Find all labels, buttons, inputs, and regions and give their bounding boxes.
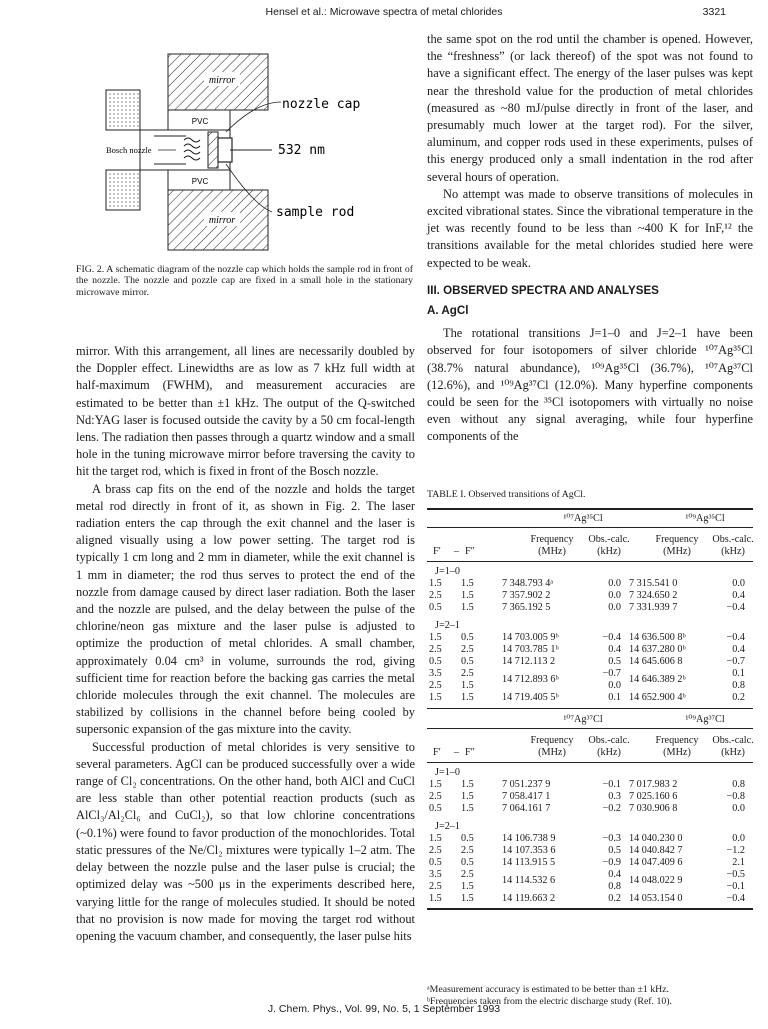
table-cell-obs-calc: 0.0 bbox=[608, 578, 621, 589]
table-cell-obs-calc: 0.0 bbox=[608, 590, 621, 601]
table-cell-f-lower: 1.5 bbox=[461, 779, 474, 790]
table-cell-obs-calc: −0.7 bbox=[726, 656, 745, 667]
section-heading: III. OBSERVED SPECTRA AND ANALYSES bbox=[427, 283, 659, 297]
table-cell-obs-calc: 0.2 bbox=[608, 893, 621, 904]
table-cell-obs-calc: 0.8 bbox=[732, 779, 745, 790]
table-cell-frequency: 14 114.532 6 bbox=[502, 875, 556, 886]
table-cell-f-upper: 0.5 bbox=[429, 803, 442, 814]
table-cell-frequency: 14 703.005 9ᵇ bbox=[502, 632, 559, 643]
isotopomer-header: ¹⁰⁷Ag³⁷Cl bbox=[563, 714, 603, 725]
table-cell-f-upper: 1.5 bbox=[429, 893, 442, 904]
column-header-f-lower: F″ bbox=[465, 546, 475, 557]
isotopomer-header: ¹⁰⁷Ag³⁵Cl bbox=[563, 513, 603, 524]
table-cell-frequency: 14 119.663 2 bbox=[502, 893, 556, 904]
table-cell-f-lower: 1.5 bbox=[461, 791, 474, 802]
table-cell-frequency: 7 365.192 5 bbox=[502, 602, 551, 613]
table-cell-frequency: 7 051.237 9 bbox=[502, 779, 551, 790]
table-cell-obs-calc: 0.8 bbox=[608, 881, 621, 892]
table-cell-f-upper: 1.5 bbox=[429, 833, 442, 844]
table-cell-frequency: 14 712.113 2 bbox=[502, 656, 556, 667]
table-cell-frequency: 14 645.606 8 bbox=[629, 656, 683, 667]
table-rule bbox=[427, 561, 753, 562]
column-header-unit: (kHz) bbox=[721, 546, 745, 557]
table-cell-f-upper: 2.5 bbox=[429, 845, 442, 856]
column-header-dash: – bbox=[454, 747, 460, 758]
label-mirror-top: mirror bbox=[208, 75, 236, 86]
paragraph: No attempt was made to observe transitions of molecules in excited vibrational states. Since the vibrational temperature in the jet was recently found to be less than ~400 K for InF,¹² the transitions available for the metal chlorides studied here were expected to be weak. bbox=[427, 186, 753, 270]
table-cell-f-upper: 2.5 bbox=[429, 881, 442, 892]
transition-group-label: J=1–0 bbox=[435, 767, 460, 778]
table-cell-frequency: 7 030.906 8 bbox=[629, 803, 678, 814]
table-cell-f-upper: 1.5 bbox=[429, 692, 442, 703]
nozzle-cap-part bbox=[208, 132, 218, 168]
table-cell-obs-calc: 0.0 bbox=[608, 680, 621, 691]
sample-rod-part bbox=[218, 138, 232, 162]
column-header-unit: (MHz) bbox=[663, 747, 691, 758]
column-header-f-upper: F′ bbox=[433, 747, 441, 758]
column-header-unit: (kHz) bbox=[597, 546, 621, 557]
paragraph: The rotational transitions J=1–0 and J=2–1 have been observed for four isotopomers of silver chloride ¹⁰⁷Ag³⁵Cl (38.7% natural abundance), ¹⁰⁹Ag³⁵Cl (36.7%), ¹⁰⁷Ag³⁷Cl (12.6%), and ¹⁰⁹Ag³⁷Cl (12.0%). Many hyperfine components could be seen for the ³⁵Cl isotopomers with virtually no noise even without any signal averaging, while four hyperfine components of the bbox=[427, 326, 753, 444]
table-cell-obs-calc: −0.4 bbox=[726, 893, 745, 904]
journal-footer: J. Chem. Phys., Vol. 99, No. 5, 1 September 1993 bbox=[267, 1003, 501, 1015]
table-cell-f-upper: 3.5 bbox=[429, 668, 442, 679]
table-cell-f-lower: 0.5 bbox=[461, 656, 474, 667]
table-cell-frequency: 14 712.893 6ᵇ bbox=[502, 674, 559, 685]
isotopomer-header: ¹⁰⁹Ag³⁷Cl bbox=[685, 714, 725, 725]
transition-group-label: J=1–0 bbox=[435, 566, 460, 577]
column-header: Frequency bbox=[530, 735, 574, 746]
table-cell-obs-calc: −0.8 bbox=[726, 791, 745, 802]
table-cell-f-lower: 2.5 bbox=[461, 644, 474, 655]
table-cell-frequency: 7 058.417 1 bbox=[502, 791, 551, 802]
column-header-f-lower: F″ bbox=[465, 747, 475, 758]
transition-group-label: J=2–1 bbox=[435, 620, 460, 631]
table-cell-obs-calc: 0.8 bbox=[732, 680, 745, 691]
table-cell-obs-calc: 0.4 bbox=[732, 590, 745, 601]
table-cell-frequency: 14 719.405 5ᵇ bbox=[502, 692, 559, 703]
column-header: Frequency bbox=[655, 735, 699, 746]
table-cell-f-lower: 1.5 bbox=[461, 692, 474, 703]
table-cell-obs-calc: 0.2 bbox=[732, 692, 745, 703]
table-cell-obs-calc: −0.4 bbox=[602, 632, 621, 643]
paragraph: Successful production of metal chlorides is very sensitive to several parameters. AgCl can be produced successfully over a wide range of Cl₂ concentrations. On the other hand, both AlCl and CuCl are less stable than other potential reaction products (such as AlCl₃/Al₂Cl₆ and CuCl₂), so that low chlorine concentrations (~0.1%) were found to favor production of the monochlorides. Total static pressures of the Ne/Cl₂ mixtures were typically 1–2 atm. The delay between the nozzle pulse and the laser pulse is crucial; the optimized delay was ~500 μs in the experiments described here, varying little for the range of molecules studied. It should be noted that no provision is now made for moving the target rod without opening the vacuum chamber, and consequently, the laser pulse hits bbox=[76, 739, 415, 943]
table-cell-obs-calc: 0.0 bbox=[608, 602, 621, 613]
column-header: Obs.-calc. bbox=[588, 735, 630, 746]
column-header: Obs.-calc. bbox=[588, 534, 630, 545]
column-header-unit: (kHz) bbox=[597, 747, 621, 758]
table-cell-frequency: 14 048.022 9 bbox=[629, 875, 683, 886]
table-cell-frequency: 14 047.409 6 bbox=[629, 857, 683, 868]
table-cell-obs-calc: 0.4 bbox=[732, 644, 745, 655]
page-number: 3321 bbox=[702, 6, 726, 18]
table-cell-frequency: 7 017.983 2 bbox=[629, 779, 678, 790]
table-cell-frequency: 7 064.161 7 bbox=[502, 803, 551, 814]
label-pvc-top: PVC bbox=[191, 117, 209, 126]
table-cell-frequency: 14 053.154 0 bbox=[629, 893, 683, 904]
table-cell-f-upper: 1.5 bbox=[429, 578, 442, 589]
table-cell-f-lower: 1.5 bbox=[461, 680, 474, 691]
table-cell-obs-calc: 0.1 bbox=[732, 668, 745, 679]
left-column bbox=[76, 343, 415, 945]
subsection-heading: A. AgCl bbox=[427, 304, 469, 318]
table-cell-f-upper: 2.5 bbox=[429, 680, 442, 691]
label-nozzle-cap: nozzle cap bbox=[282, 97, 361, 112]
footnote-b: ᵇFrequencies taken from the electric discharge study (Ref. 10). bbox=[427, 996, 672, 1007]
table-cell-obs-calc: −0.2 bbox=[602, 803, 621, 814]
table-cell-f-lower: 0.5 bbox=[461, 632, 474, 643]
table-caption: TABLE I. Observed transitions of AgCl. bbox=[427, 489, 586, 500]
table-cell-obs-calc: −0.9 bbox=[602, 857, 621, 868]
table-cell-obs-calc: −0.4 bbox=[726, 632, 745, 643]
table-cell-frequency: 7 315.541 0 bbox=[629, 578, 678, 589]
column-header: Frequency bbox=[530, 534, 574, 545]
table-cell-frequency: 14 637.280 0ᵇ bbox=[629, 644, 686, 655]
table-cell-f-upper: 2.5 bbox=[429, 590, 442, 601]
table-cell-frequency: 7 348.793 4ᵃ bbox=[502, 578, 554, 589]
table-cell-f-upper: 2.5 bbox=[429, 644, 442, 655]
table-cell-obs-calc: 0.4 bbox=[608, 644, 621, 655]
dotted-block-bottom bbox=[106, 170, 140, 210]
table-cell-obs-calc: −0.7 bbox=[602, 668, 621, 679]
table-cell-obs-calc: −0.3 bbox=[602, 833, 621, 844]
label-mirror-bottom: mirror bbox=[208, 215, 236, 226]
table-rule bbox=[427, 762, 753, 763]
column-header: Obs.-calc. bbox=[712, 534, 754, 545]
table-rule bbox=[427, 908, 753, 910]
table-cell-frequency: 7 324.650 2 bbox=[629, 590, 678, 601]
table-cell-obs-calc: −0.1 bbox=[602, 779, 621, 790]
table-cell-frequency: 14 040.842 7 bbox=[629, 845, 683, 856]
table-cell-f-lower: 1.5 bbox=[461, 602, 474, 613]
table-cell-frequency: 14 703.785 1ᵇ bbox=[502, 644, 559, 655]
label-sample-rod: sample rod bbox=[276, 205, 355, 220]
table-cell-frequency: 7 025.160 6 bbox=[629, 791, 678, 802]
table-cell-f-lower: 0.5 bbox=[461, 857, 474, 868]
paragraph: mirror. With this arrangement, all lines are necessarily doubled by the Doppler effect. Linewidths are as low as 7 kHz full width at half-maximum (FWHM), and measurement accuracies are estimated to be better than ±1 kHz. The output of the Q-switched Nd:YAG laser is focused outside the cavity by a 50 cm focal-length lens. The radiation then passes through a quartz window and a small hole in the tuning microwave mirror before traversing the cavity to hit the target rod, which is fixed in front of the Bosch nozzle. bbox=[76, 344, 415, 479]
table-cell-f-lower: 2.5 bbox=[461, 869, 474, 880]
table-cell-f-upper: 3.5 bbox=[429, 869, 442, 880]
paragraph: A brass cap fits on the end of the nozzle and holds the target metal rod directly in front of it, as shown in Fig. 2. The laser radiation enters the cap through the exit channel and the laser is aligned visually using a low power setting. The target rod is typically 1 cm long and 2 mm in diameter, while the exit channel is 1 mm in diameter; the rod thus serves to protect the end of the nozzle from damage caused by direct laser radiation. Both the laser and the nozzle are pulsed, and the delay between the pulse of the chlorine/neon gas mixture and the laser pulse is adjusted to optimize the production of metal chlorides. A small chamber, approximately 0.04 cm³ in volume, surrounds the rod, giving sufficient time for reaction before the backing gas carries the metal chloride molecules through the exit channel. The molecules are stabilized by collisions in the channel before being cooled by supersonic expansion of the gas mixture into the cavity. bbox=[76, 481, 415, 737]
figure-caption: FIG. 2. A schematic diagram of the nozzle cap which holds the sample rod in front of the nozzle. The nozzle and pozzle cap are fixed in a small hole in the stationary microwave mirror. bbox=[76, 264, 413, 298]
table-cell-obs-calc: 0.5 bbox=[608, 656, 621, 667]
table-cell-f-lower: 2.5 bbox=[461, 845, 474, 856]
table-cell-obs-calc: −0.1 bbox=[726, 881, 745, 892]
table-cell-obs-calc: 0.4 bbox=[608, 869, 621, 880]
table-cell-f-upper: 0.5 bbox=[429, 656, 442, 667]
right-column bbox=[427, 31, 753, 446]
label-pvc-bottom: PVC bbox=[191, 177, 209, 186]
table-cell-frequency: 7 357.902 2 bbox=[502, 590, 551, 601]
column-header-unit: (kHz) bbox=[721, 747, 745, 758]
dotted-block-top bbox=[106, 90, 140, 130]
figure-2 bbox=[76, 40, 415, 264]
table-cell-f-upper: 0.5 bbox=[429, 602, 442, 613]
table-cell-obs-calc: −0.5 bbox=[726, 869, 745, 880]
column-header-unit: (MHz) bbox=[538, 546, 566, 557]
table-cell-obs-calc: 2.1 bbox=[732, 857, 745, 868]
table-cell-f-lower: 1.5 bbox=[461, 893, 474, 904]
nozzle-cap-diagram bbox=[76, 40, 415, 264]
table-cell-f-lower: 2.5 bbox=[461, 668, 474, 679]
table-cell-frequency: 14 040.230 0 bbox=[629, 833, 683, 844]
table-cell-f-lower: 1.5 bbox=[461, 590, 474, 601]
table-cell-f-upper: 1.5 bbox=[429, 779, 442, 790]
column-header: Frequency bbox=[655, 534, 699, 545]
table-rule bbox=[427, 508, 753, 510]
running-title: Hensel et al.: Microwave spectra of metal chlorides bbox=[265, 6, 503, 18]
label-532-nm: 532 nm bbox=[278, 143, 325, 158]
column-header-f-upper: F′ bbox=[433, 546, 441, 557]
table-cell-obs-calc: 0.0 bbox=[732, 578, 745, 589]
paragraph: the same spot on the rod until the chamber is opened. However, the “freshness” (or lack thereof) of the spot was not found to have a significant effect. The energy of the laser pulses was kept near the threshold value for the production of metal chlorides (measured as ~80 mJ/pulse directly in front of the laser, and presumably much lower at the target rod). For the silver, aluminum, and copper rods used in these experiments, pulses of this energy produced only a small indentation in the rod after several hours of operation. bbox=[427, 32, 753, 184]
table-rule bbox=[427, 728, 753, 729]
footnote-a: ᵃMeasurement accuracy is estimated to be better than ±1 kHz. bbox=[427, 984, 669, 995]
table-cell-f-lower: 1.5 bbox=[461, 578, 474, 589]
table-cell-frequency: 14 107.353 6 bbox=[502, 845, 556, 856]
table-cell-obs-calc: 0.1 bbox=[608, 692, 621, 703]
table-cell-obs-calc: 0.0 bbox=[732, 833, 745, 844]
column-header-unit: (MHz) bbox=[663, 546, 691, 557]
table-cell-f-lower: 0.5 bbox=[461, 833, 474, 844]
table-cell-obs-calc: 0.3 bbox=[608, 791, 621, 802]
transition-group-label: J=2–1 bbox=[435, 821, 460, 832]
table-cell-frequency: 7 331.939 7 bbox=[629, 602, 678, 613]
table-cell-obs-calc: −0.4 bbox=[726, 602, 745, 613]
table-cell-frequency: 14 113.915 5 bbox=[502, 857, 556, 868]
table-cell-f-upper: 2.5 bbox=[429, 791, 442, 802]
table-cell-obs-calc: −1.2 bbox=[726, 845, 745, 856]
table-cell-frequency: 14 652.900 4ᵇ bbox=[629, 692, 686, 703]
table-cell-frequency: 14 106.738 9 bbox=[502, 833, 556, 844]
table-cell-obs-calc: 0.5 bbox=[608, 845, 621, 856]
column-header: Obs.-calc. bbox=[712, 735, 754, 746]
table-cell-f-lower: 1.5 bbox=[461, 803, 474, 814]
table-cell-f-upper: 0.5 bbox=[429, 857, 442, 868]
isotopomer-header: ¹⁰⁹Ag³⁵Cl bbox=[685, 513, 725, 524]
table-cell-f-upper: 1.5 bbox=[429, 632, 442, 643]
column-header-unit: (MHz) bbox=[538, 747, 566, 758]
column-header-dash: – bbox=[454, 546, 460, 557]
table-rule bbox=[427, 527, 753, 528]
table-cell-obs-calc: 0.0 bbox=[732, 803, 745, 814]
table-rule bbox=[427, 708, 753, 709]
label-bosch-nozzle: Bosch nozzle bbox=[106, 145, 152, 155]
table-cell-frequency: 14 646.389 2ᵇ bbox=[629, 674, 686, 685]
table-cell-f-lower: 1.5 bbox=[461, 881, 474, 892]
table-cell-frequency: 14 636.500 8ᵇ bbox=[629, 632, 686, 643]
